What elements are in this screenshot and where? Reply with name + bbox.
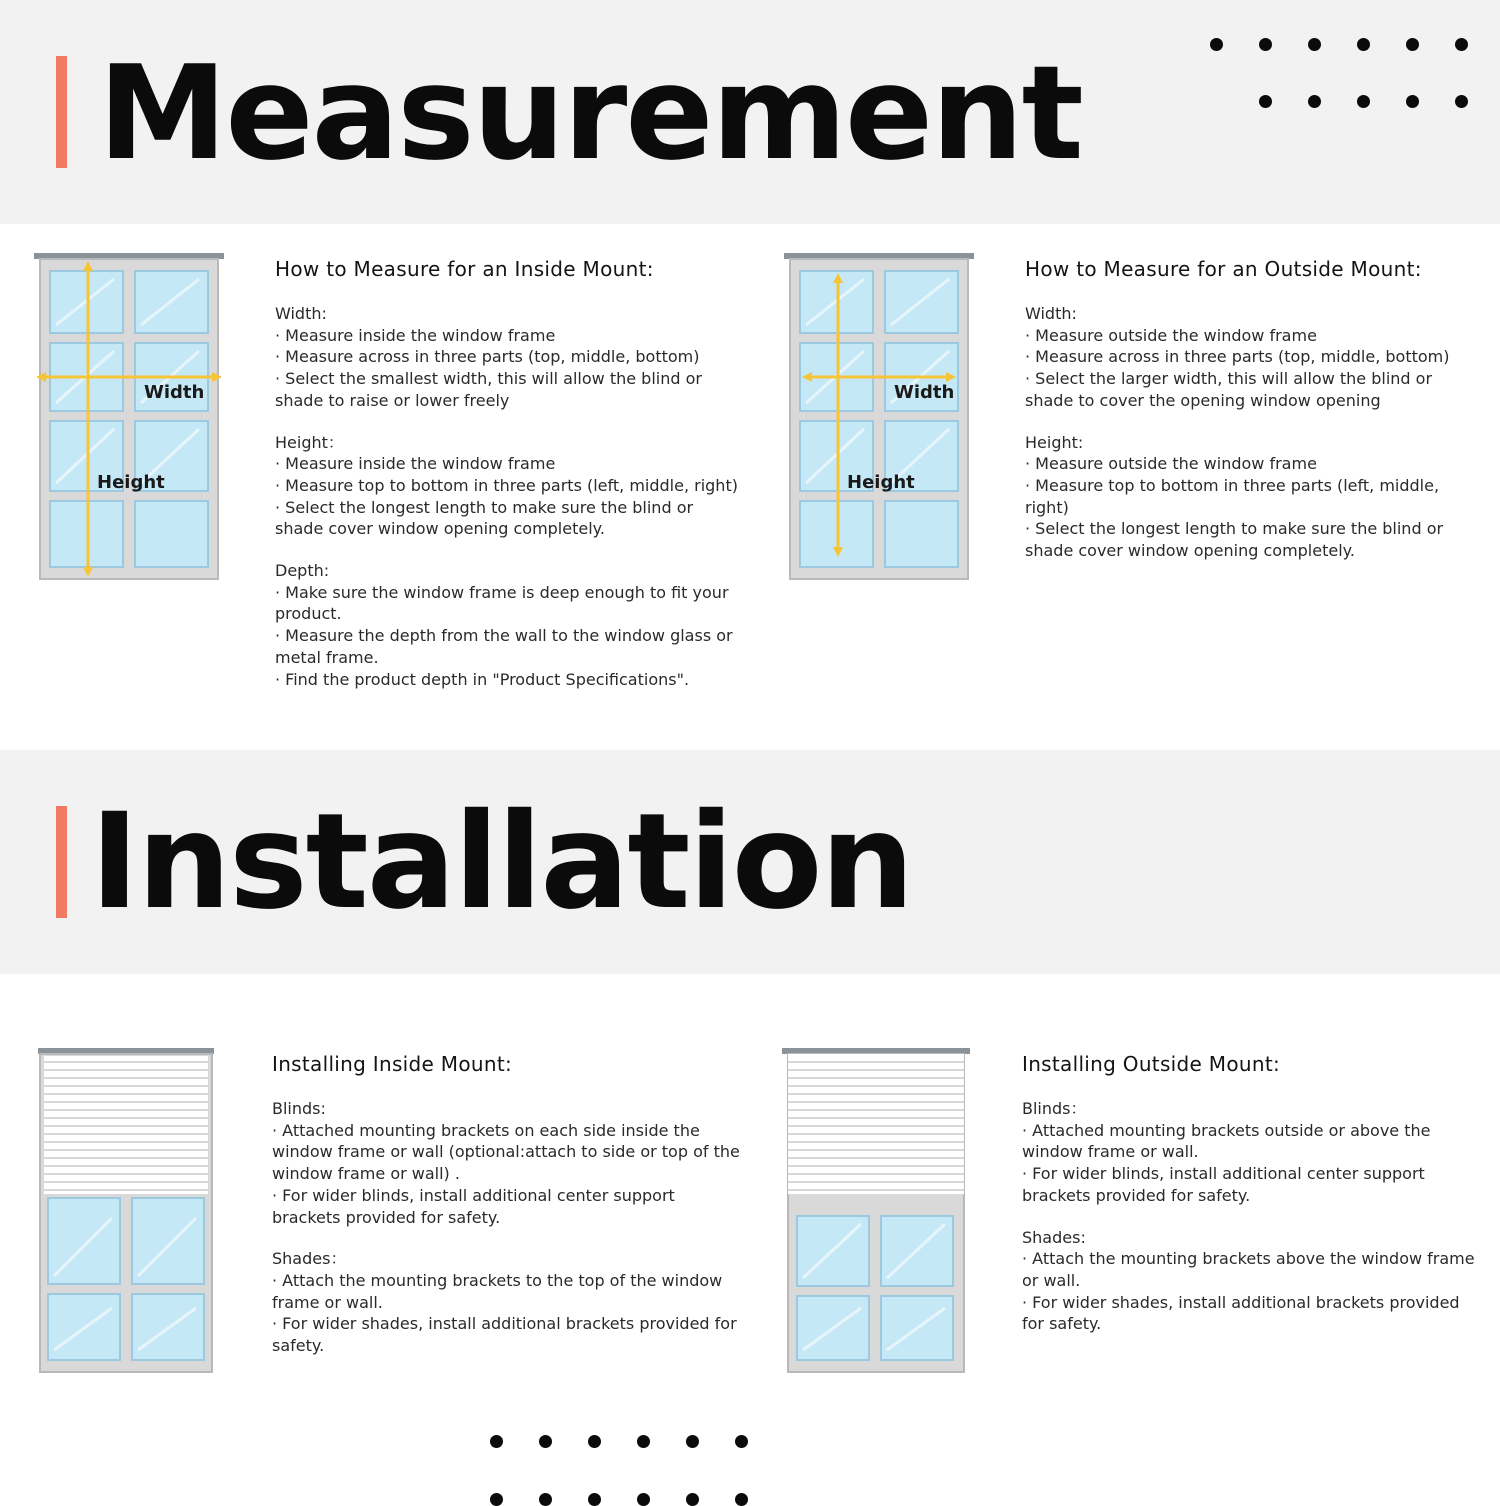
list-item: · For wider blinds, install additional center support brackets provided for safety. [272,1185,675,1227]
inside-depth-group [275,560,745,690]
list-item: · Find the product depth in "Product Specifications". [275,669,690,689]
list-item: · For wider blinds, install additional center support brackets provided for safety. [1022,1164,1425,1205]
inside-shades-group [272,1248,742,1357]
outside-height-label: Height [847,472,915,493]
list-item: · Select the longest length to make sure the blind or shade cover window opening completely. [275,497,694,539]
outside-shades-group [1022,1227,1482,1336]
group-label: Shades: [1022,1227,1086,1247]
measurement-title: Measurement [98,37,1082,189]
list-item: · Measure the depth from the wall to the window glass or metal frame. [275,626,733,667]
inside-install-blind-figure [36,1048,216,1376]
outside-measure-panel [1025,257,1485,582]
list-item: · Select the longest length to make sure the blind or shade cover window opening completely. [1025,519,1444,561]
list-item: · Measure inside the window frame [275,454,556,474]
inside-install-heading: Installing Inside Mount: [272,1052,513,1076]
list-item: · Measure outside the window frame [1025,325,1317,345]
outside-install-panel [1022,1052,1482,1355]
group-label: Blinds: [272,1099,326,1118]
list-item: · Attach the mounting brackets above the window frame or wall. [1022,1249,1475,1290]
outside-install-heading: Installing Outside Mount: [1022,1052,1281,1076]
installation-title: Installation [90,785,913,939]
list-item: · Select the smallest width, this will allow the blind or shade to raise or lower freely [275,369,702,410]
group-label: Width: [1025,304,1077,323]
outside-install-blind-figure [782,1048,972,1376]
list-item: · Attached mounting brackets on each side inside the window frame or wall (optional:attach to side or top of the window frame or wall) . [272,1120,740,1184]
inside-install-panel [272,1052,742,1377]
inside-measure-panel [275,257,745,710]
list-item: · For wider shades, install additional brackets provided for safety. [1022,1292,1460,1334]
list-item: · Measure top to bottom in three parts (left, middle, right) [275,475,738,495]
list-item: · Measure across in three parts (top, middle, bottom) [275,347,700,367]
measurement-accent-bar [56,56,67,168]
list-item: · Measure top to bottom in three parts (left, middle, right) [1025,475,1440,517]
list-item: · Select the larger width, this will allow the blind or shade to cover the opening window opening [1025,369,1433,410]
inside-height-group [275,432,745,541]
inside-measure-heading: How to Measure for an Inside Mount: [275,257,654,281]
group-label: Depth: [275,561,330,581]
inside-height-label: Height [97,472,165,493]
installation-accent-bar [56,806,67,918]
group-label: Height： [275,432,344,452]
inside-width-label: Width [144,382,205,403]
inside-mount-window-figure [34,253,226,581]
list-item: · Attach the mounting brackets to the top of the window frame or wall. [272,1270,723,1312]
list-item: · Measure across in three parts (top, middle, bottom) [1025,347,1450,367]
outside-blinds-group [1022,1098,1482,1207]
inside-blinds-group [272,1098,742,1228]
group-label: Width: [275,304,327,323]
group-label: Blinds： [1022,1099,1087,1118]
list-item: · Make sure the window frame is deep enough to fit your product. [275,582,729,624]
outside-mount-window-figure [784,253,976,581]
list-item: · For wider shades, install additional brackets provided for safety. [272,1314,737,1356]
list-item: · Attached mounting brackets outside or above the window frame or wall. [1022,1120,1431,1162]
outside-height-group [1025,432,1485,562]
outside-width-group [1025,303,1485,412]
group-label: Shades： [272,1249,347,1269]
outside-measure-heading: How to Measure for an Outside Mount: [1025,257,1422,281]
list-item: · Measure inside the window frame [275,325,556,345]
outside-width-label: Width [894,382,955,403]
group-label: Height: [1025,432,1084,452]
inside-width-group [275,303,745,412]
list-item: · Measure outside the window frame [1025,454,1317,474]
